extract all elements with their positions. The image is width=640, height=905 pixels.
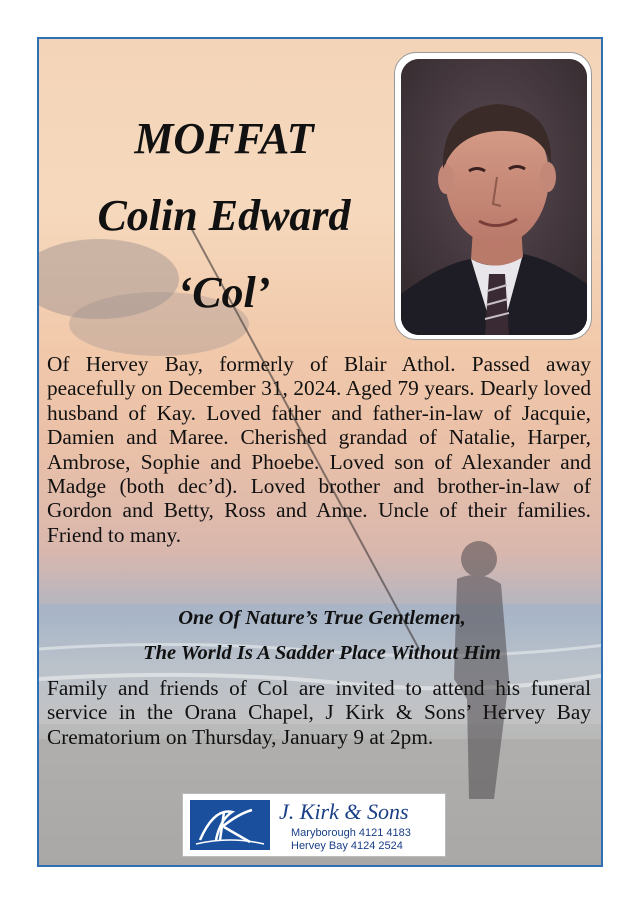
portrait-photo (394, 52, 592, 340)
portrait-image (401, 59, 587, 335)
funeral-director-name: J. Kirk & Sons (279, 799, 409, 824)
funeral-details-text: Family and friends of Col are invited to attend his funeral service in the Orana Chapel, J Kirk & Sons’ Hervey Bay Crematorium on Thursday, January 9 at 2pm. (47, 676, 591, 749)
tribute-line-1: One Of Nature’s True Gentlemen, (178, 607, 466, 629)
obituary-text: Of Hervey Bay, formerly of Blair Athol. Passed away peacefully on December 31, 2024. Aged 79 years. Dearly loved husband of Kay. Loved father and father-in-law of Jacquie, Damien and Maree. Cherished grandad of Natalie, Harper, Ambrose, Sophie and Phoebe. Loved son of Alexander and Madge (both dec’d). Loved brother and brother-in-law of Gordon and Betty, Ross and Anne. Uncle of their families. Friend to many. (47, 352, 591, 547)
nickname-heading: ‘Col’ (177, 268, 271, 317)
funeral-notice-card (37, 37, 603, 867)
phone-maryborough: Maryborough 4121 4183 (291, 827, 411, 839)
phone-hervey-bay: Hervey Bay 4124 2524 (291, 840, 403, 852)
funeral-director-logo (182, 793, 446, 857)
surname-heading: MOFFAT (134, 114, 314, 163)
tribute-line-2: The World Is A Sadder Place Without Him (143, 642, 501, 664)
given-names-heading: Colin Edward (97, 191, 351, 240)
jk-monogram-icon (190, 800, 270, 850)
